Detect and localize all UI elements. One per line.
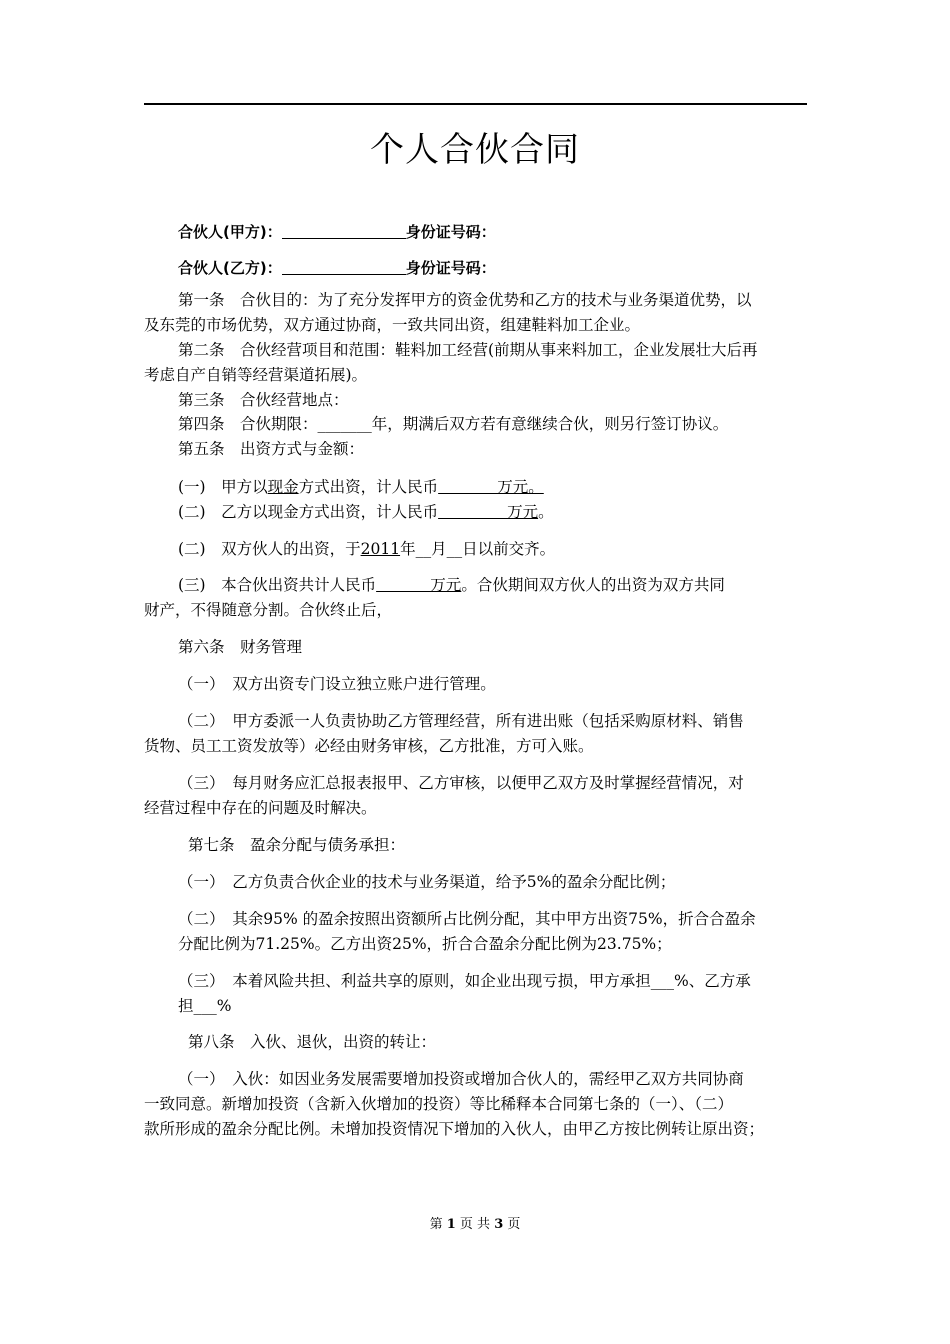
article-5-item-4-line-2: 财产，不得随意分割。合伙终止后， [144, 601, 393, 619]
a5-i4-amount: 万元 [376, 576, 462, 594]
article-6-item-3-line-1: （三） 每月财务应汇总报表报甲、乙方审核，以便甲乙双方及时掌握经营情况，对 [178, 774, 744, 792]
article-1-line-1: 第一条 合伙目的：为了充分发挥甲方的资金优势和乙方的技术与业务渠道优势，以 [178, 291, 752, 309]
article-5-item-4-line-1 [178, 578, 725, 594]
footer-total-pages: 3 [494, 1217, 504, 1232]
article-4 [178, 417, 728, 433]
party-b-label: 合伙人(乙方)： [178, 259, 282, 277]
a5-i1-pre: (一) 甲方以 [178, 478, 268, 496]
document-title: 个人合伙合同 [370, 130, 580, 170]
article-6-item-3-line-2: 经营过程中存在的问题及时解决。 [144, 799, 377, 817]
article-1-line-2: 及东莞的市场优势，双方通过协商，一致共同出资，组建鞋料加工企业。 [144, 316, 641, 334]
a5-i4-post: 。合伙期间双方伙人的出资为双方共同 [461, 576, 725, 594]
a5-i1-amount: 万元。 [438, 478, 544, 496]
party-b-line [178, 257, 496, 278]
article-6-item-2-line-1: （二） 甲方委派一人负责协助乙方管理经营，所有进出账（包括采购原材料、销售 [178, 712, 744, 730]
article-7-heading: 第七条 盈余分配与债务承担： [188, 836, 406, 854]
article-5-item-3 [178, 542, 555, 558]
article-2-line-2: 考虑自产自销等经营渠道拓展)。 [144, 366, 368, 384]
article-6-heading: 第六条 财务管理 [178, 638, 303, 656]
header-rule [144, 103, 807, 105]
footer-post: 页 [507, 1217, 521, 1232]
article-8-item-1-line-2: 一致同意。新增加投资（含新入伙增加的投资）等比稀释本合同第七条的（一）、（二） [144, 1095, 734, 1113]
footer-mid: 页 共 [459, 1217, 491, 1232]
article-4-blank: _______ [317, 415, 372, 433]
party-a-id-label: 身份证号码： [405, 223, 496, 241]
a5-i4-pre: (三) 本合伙出资共计人民币 [178, 576, 377, 594]
footer-page-number: 1 [446, 1217, 456, 1232]
a5-i1-cash: 现金 [267, 478, 299, 496]
article-5-item-2 [178, 505, 554, 521]
a5-i2-amount: 万元 [438, 503, 539, 521]
party-a-label: 合伙人(甲方)： [178, 223, 282, 241]
party-a-line [178, 221, 496, 242]
a5-i1-mid: 方式出资，计人民币 [298, 478, 439, 496]
article-4-pre: 第四条 合伙期限： [178, 415, 318, 433]
party-a-blank [282, 224, 406, 239]
article-7-item-3-line-1: （三） 本着风险共担、利益共享的原则，如企业出现亏损，甲方承担___%、乙方承 [178, 972, 751, 990]
a5-i3-post: 年__月__日以前交齐。 [400, 540, 556, 558]
a5-i3-year: 2011 [360, 540, 401, 558]
article-8-item-1-line-3: 款所形成的盈余分配比例。未增加投资情况下增加的入伙人，由甲乙方按比例转让原出资； [144, 1120, 765, 1138]
article-4-post: 年，期满后双方若有意继续合伙，则另行签订协议。 [371, 415, 729, 433]
article-6-item-2-line-2: 货物、员工工资发放等）必经由财务审核，乙方批准，方可入账。 [144, 737, 594, 755]
page-footer [0, 1213, 950, 1232]
article-7-item-3-line-2: 担___% [178, 997, 232, 1015]
article-6-item-1: （一） 双方出资专门设立独立账户进行管理。 [178, 675, 496, 693]
article-3: 第三条 合伙经营地点： [178, 391, 349, 409]
article-5-item-1 [178, 480, 544, 496]
article-5-heading: 第五条 出资方式与金额： [178, 440, 365, 458]
a5-i2-post: 。 [538, 503, 554, 521]
party-b-id-label: 身份证号码： [405, 259, 496, 277]
article-7-item-2-line-2: 分配比例为71.25%。乙方出资25%，折合合盈余分配比例为23.75%； [178, 935, 672, 953]
article-8-item-1-line-1: （一） 入伙：如因业务发展需要增加投资或增加合伙人的，需经甲乙双方共同协商 [178, 1070, 744, 1088]
article-7-item-1: （一） 乙方负责合伙企业的技术与业务渠道，给予5%的盈余分配比例； [178, 873, 676, 891]
footer-pre: 第 [429, 1217, 443, 1232]
article-2-line-1: 第二条 合伙经营项目和范围：鞋料加工经营(前期从事来料加工，企业发展壮大后再 [178, 341, 758, 359]
a5-i2-pre: (二) 乙方以现金方式出资，计人民币 [178, 503, 439, 521]
article-8-heading: 第八条 入伙、退伙，出资的转让： [188, 1033, 437, 1051]
party-b-blank [282, 260, 406, 275]
a5-i3-pre: (二) 双方伙人的出资，于 [178, 540, 361, 558]
article-7-item-2-line-1: （二） 其余95% 的盈余按照出资额所占比例分配，其中甲方出资75%，折合合盈余 [178, 910, 756, 928]
